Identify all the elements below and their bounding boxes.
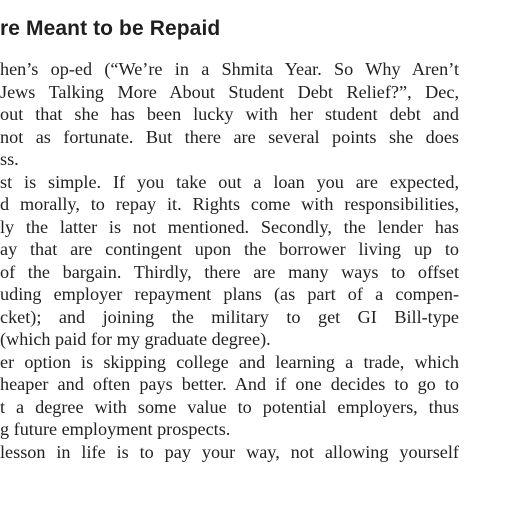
- body-line: (which paid for my graduate degree).: [0, 329, 271, 349]
- body-line: out that she has been lucky with her student debt and: [0, 104, 459, 124]
- body-line: st is simple. If you take out a loan you are expected,: [0, 171, 459, 192]
- body-line: hen’s op-ed (“We’re in a Shmita Year. So Why Aren’t: [0, 59, 459, 79]
- body-line: Jews Talking More About Student Debt Relief?”, Dec,: [0, 81, 459, 102]
- body-line: of the bargain. Thirdly, there are many ways to offset: [0, 261, 459, 282]
- body-line: lesson in life is to pay your way, not allowing yourself: [0, 441, 459, 462]
- article-heading: re Meant to be Repaid: [0, 17, 221, 40]
- body-line: g future employment prospects.: [0, 419, 231, 439]
- body-line: er option is skipping college and learning a trade, which: [0, 351, 459, 372]
- body-line: uding employer repayment plans (as part of a compen-: [0, 284, 459, 304]
- body-line: heaper and often pays better. And if one decides to go to: [0, 374, 459, 394]
- body-line: ay that are contingent upon the borrower living up to: [0, 239, 459, 259]
- body-line: ss.: [0, 149, 19, 169]
- body-line: not as fortunate. But there are several points she does: [0, 126, 459, 147]
- body-line: t a degree with some value to potential employers, thus: [0, 396, 459, 417]
- body-line: cket); and joining the military to get GI Bill-type: [0, 306, 459, 327]
- body-line: ly the latter is not mentioned. Secondly, the lender has: [0, 216, 459, 237]
- body-line: d morally, to repay it. Rights come with responsibilities,: [0, 194, 459, 214]
